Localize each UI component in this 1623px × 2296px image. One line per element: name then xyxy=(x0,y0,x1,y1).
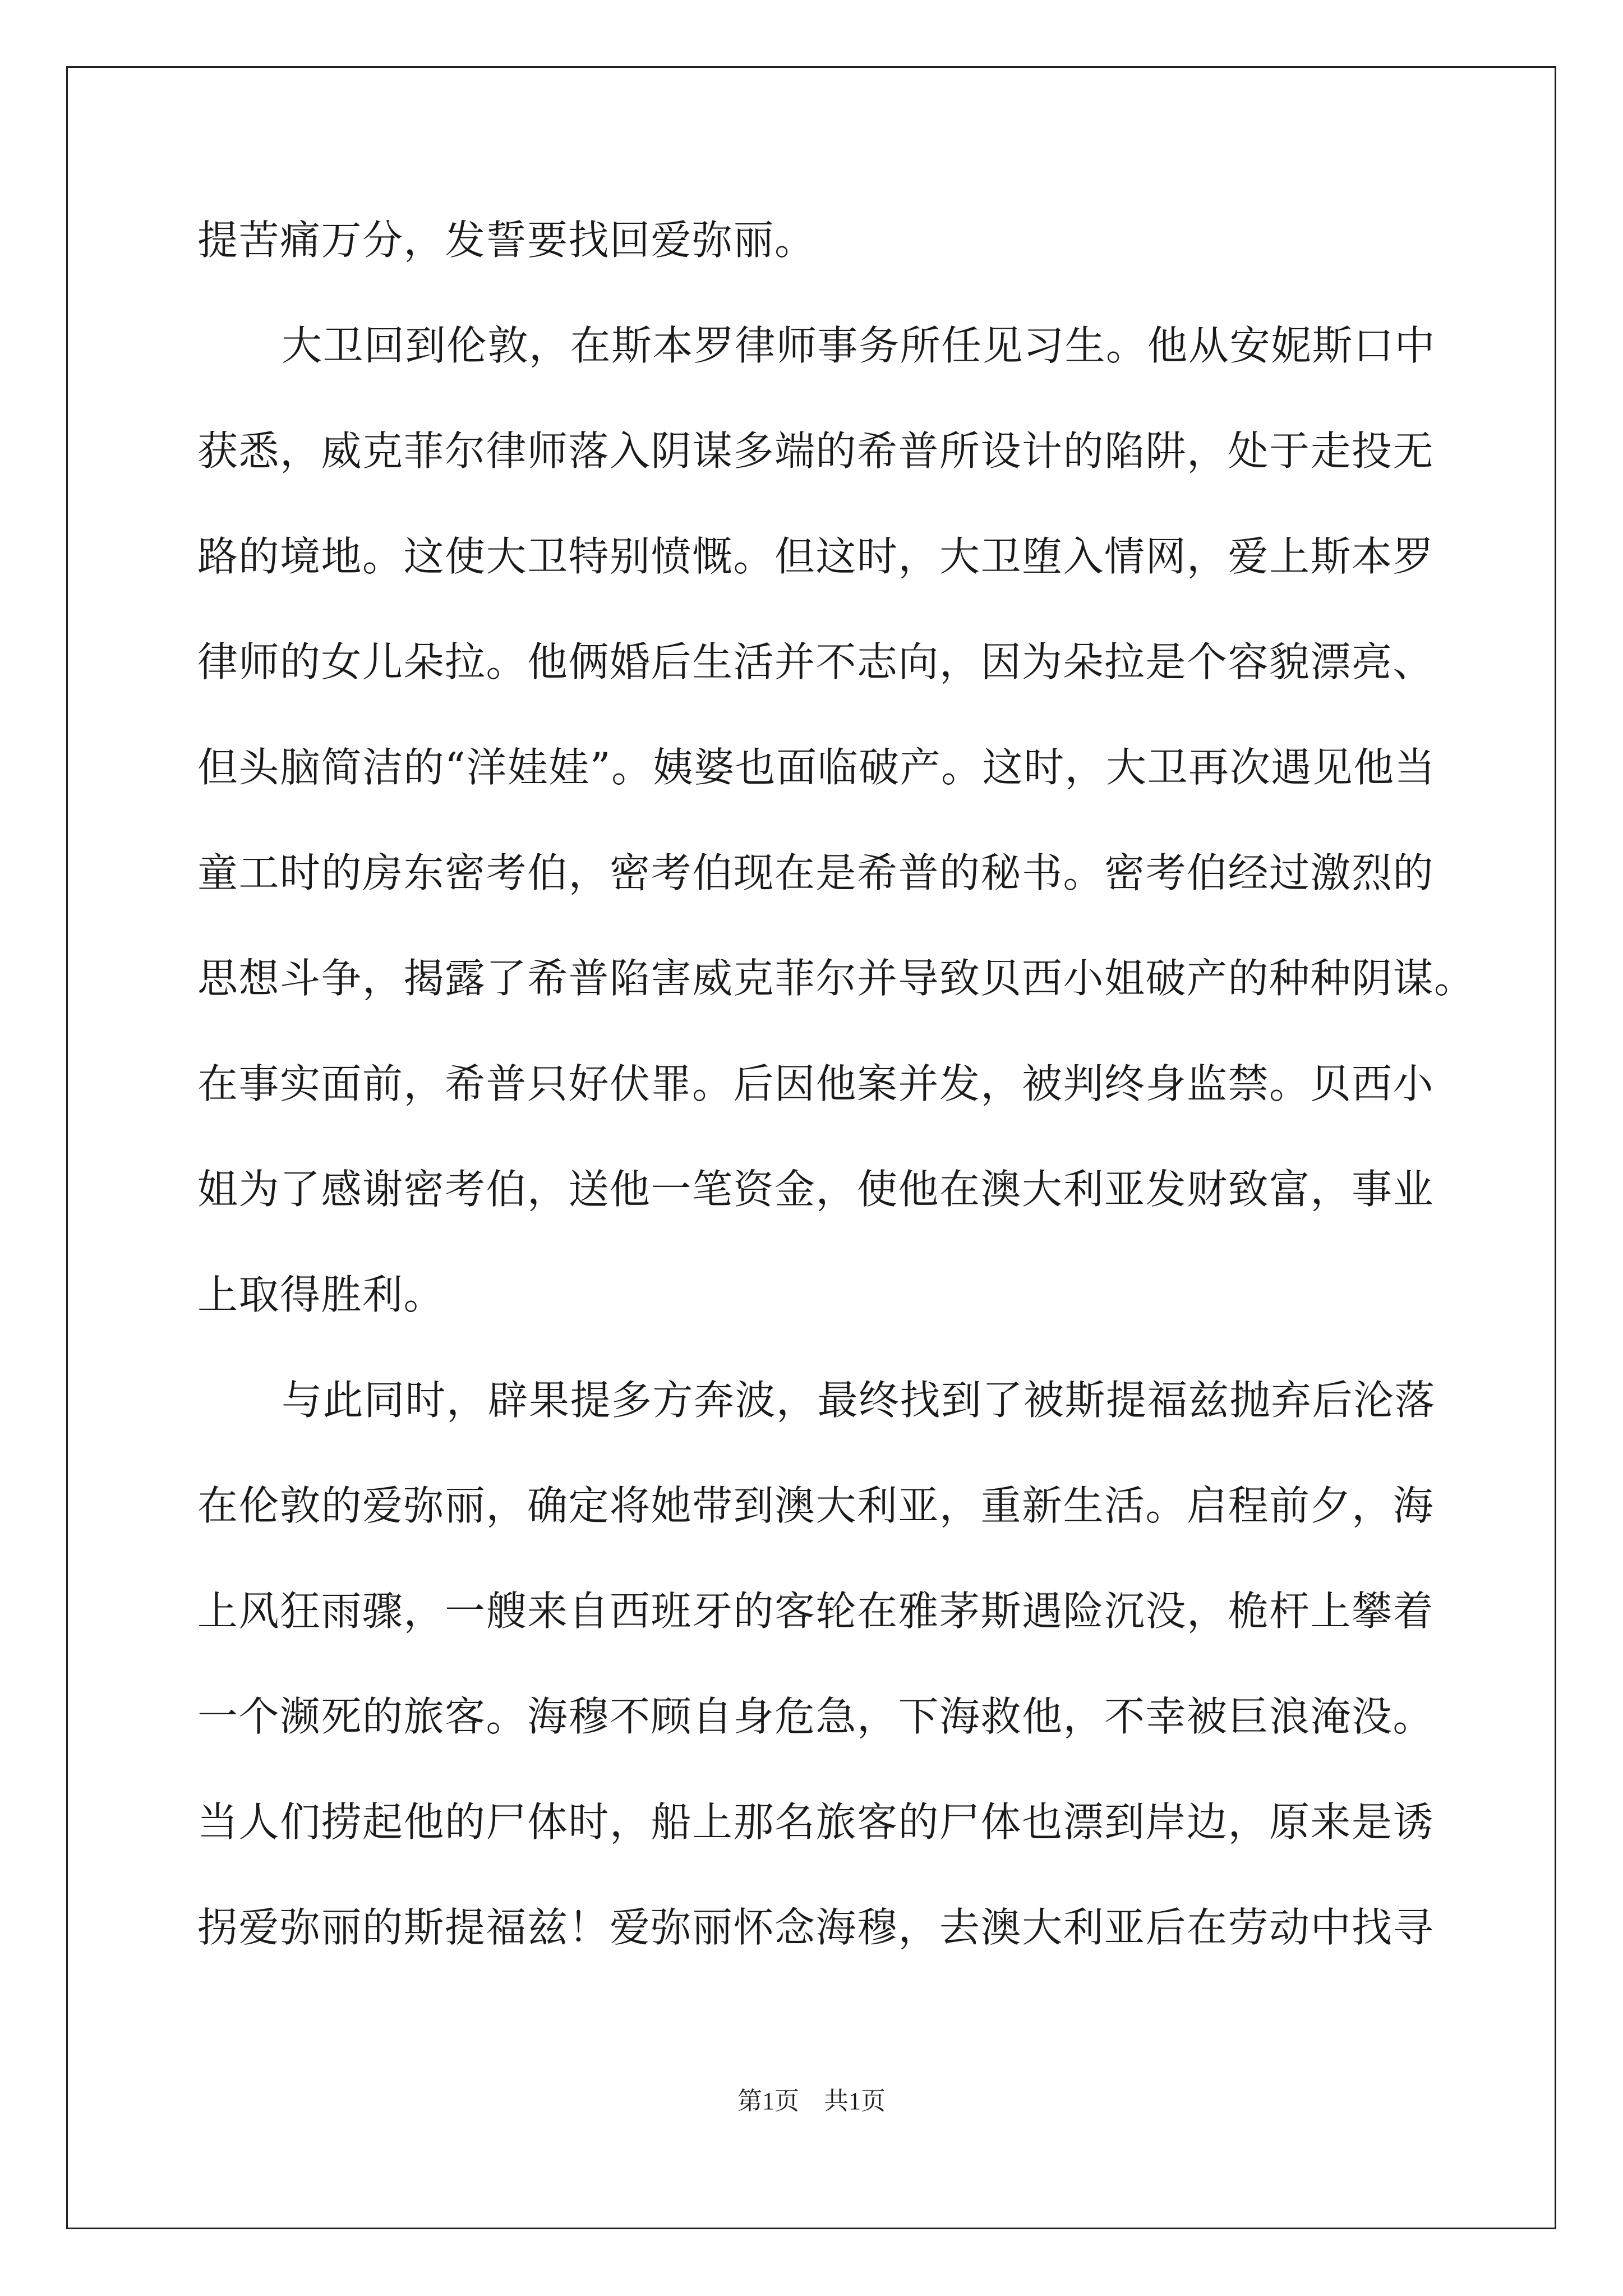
text-line-6: 但头脑简洁的“洋娃娃”。姨婆也面临破产。这时，大卫再次遇见他当 xyxy=(197,744,1436,791)
text-line-15: 一个濒死的旅客。海穆不顾自身危急，下海救他，不幸被巨浪淹没。 xyxy=(197,1693,1435,1740)
text-line-2: 大卫回到伦敦，在斯本罗律师事务所任见习生。他从安妮斯口中 xyxy=(282,322,1436,369)
text-line-1: 提苦痛万分，发誓要找回爱弥丽。 xyxy=(197,217,816,264)
page-number-label: 第1页 xyxy=(737,2087,799,2115)
text-line-3: 获悉，威克菲尔律师落入阴谋多端的希普所设计的陷阱，处于走投无 xyxy=(197,427,1435,475)
text-line-9: 在事实面前，希普只好伏罪。后因他案并发，被判终身监禁。贝西小 xyxy=(197,1060,1435,1107)
text-line-10: 姐为了感谢密考伯，送他一笔资金，使他在澳大利亚发财致富，事业 xyxy=(197,1166,1435,1213)
text-line-13: 在伦敦的爱弥丽，确定将她带到澳大利亚，重新生活。启程前夕，海 xyxy=(197,1482,1435,1529)
text-line-7: 童工时的房东密考伯，密考伯现在是希普的秘书。密考伯经过激烈的 xyxy=(197,849,1435,896)
page-footer xyxy=(0,2086,1623,2117)
text-line-5: 律师的女儿朵拉。他俩婚后生活并不志向，因为朵拉是个容貌漂亮、 xyxy=(197,638,1435,685)
document-body xyxy=(197,213,1476,2006)
text-line-4: 路的境地。这使大卫特别愤慨。但这时，大卫堕入情网，爱上斯本罗 xyxy=(197,533,1435,580)
total-pages-label: 共1页 xyxy=(824,2087,886,2115)
text-line-16: 当人们捞起他的尸体时，船上那名旅客的尸体也漂到岸边，原来是诱 xyxy=(197,1798,1435,1846)
text-line-8: 思想斗争，揭露了希普陷害威克菲尔并导致贝西小姐破产的种种阴谋。 xyxy=(197,955,1476,1002)
text-line-12: 与此同时，辟果提多方奔波，最终找到了被斯提福兹抛弃后沦落 xyxy=(282,1377,1436,1424)
text-line-17: 拐爱弥丽的斯提福兹！爱弥丽怀念海穆，去澳大利亚后在劳动中找寻 xyxy=(197,1904,1435,1951)
text-line-14: 上风狂雨骤，一艘来自西班牙的客轮在雅茅斯遇险沉没，桅杆上攀着 xyxy=(197,1588,1435,1635)
text-line-11: 上取得胜利。 xyxy=(197,1271,445,1318)
